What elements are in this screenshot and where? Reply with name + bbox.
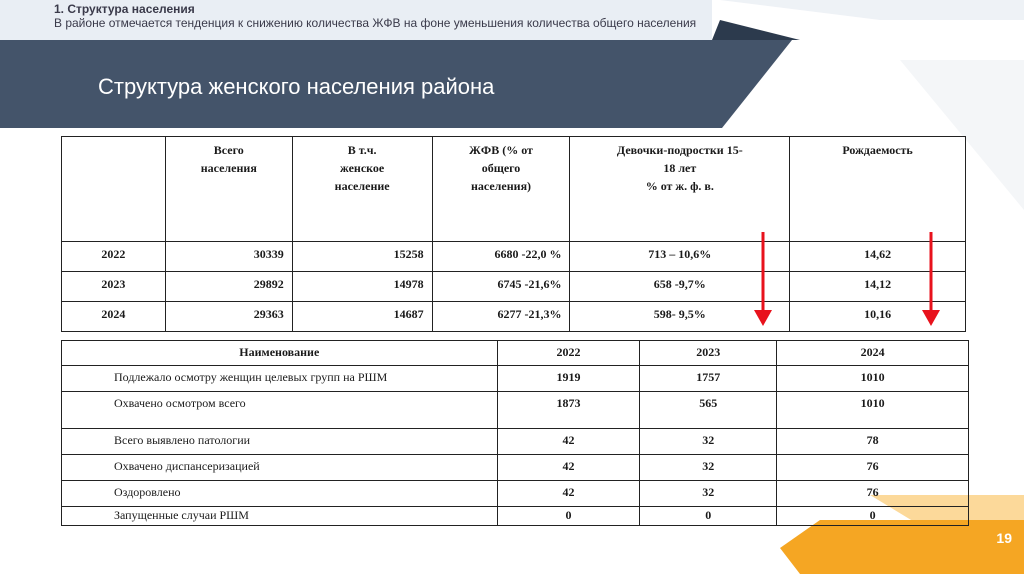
value-2024-cell: 0: [777, 507, 969, 526]
value-2024-cell: 78: [777, 429, 969, 455]
orange-accent-shape: [780, 520, 1024, 574]
name-cell: Охвачено диспансеризацией: [62, 455, 498, 481]
value-2022-cell: 42: [497, 481, 640, 507]
girls-cell: 598- 9,5%: [570, 302, 790, 332]
table-row: [62, 507, 969, 526]
header-2022: 2022: [497, 341, 640, 366]
name-cell: Запущенные случаи РШМ: [62, 507, 498, 526]
value-2023-cell: 32: [640, 455, 777, 481]
value-2024-cell: 76: [777, 481, 969, 507]
header-name: Наименование: [62, 341, 498, 366]
name-cell: Оздоровлено: [62, 481, 498, 507]
zhfv-cell: 6680 -22,0 %: [432, 242, 570, 272]
value-2022-cell: 42: [497, 455, 640, 481]
screening-table: [61, 340, 969, 526]
total-cell: 29363: [165, 302, 292, 332]
value-2024-cell: 76: [777, 455, 969, 481]
zhfv-cell: 6277 -21,3%: [432, 302, 570, 332]
table-row: [62, 242, 966, 272]
value-2023-cell: 1757: [640, 366, 777, 392]
total-cell: 30339: [165, 242, 292, 272]
header-total-population: Всего населения: [165, 137, 292, 242]
zhfv-cell: 6745 -21,6%: [432, 272, 570, 302]
value-2023-cell: 0: [640, 507, 777, 526]
female-cell: 14687: [292, 302, 432, 332]
value-2024-cell: 1010: [777, 366, 969, 392]
table-row: [62, 302, 966, 332]
female-cell: 14978: [292, 272, 432, 302]
value-2023-cell: 32: [640, 429, 777, 455]
female-cell: 15258: [292, 242, 432, 272]
slide-title: Структура женского населения района: [98, 74, 495, 99]
down-arrow-icon: [752, 230, 774, 328]
value-2022-cell: 42: [497, 429, 640, 455]
table-row: [62, 366, 969, 392]
birth-cell: 14,12: [790, 272, 966, 302]
girls-cell: 713 – 10,6%: [570, 242, 790, 272]
value-2022-cell: 1919: [497, 366, 640, 392]
value-2022-cell: 1873: [497, 392, 640, 429]
header-2023: 2023: [640, 341, 777, 366]
section-title: 1. Структура населения: [54, 2, 195, 16]
value-2023-cell: 32: [640, 481, 777, 507]
year-cell: 2022: [62, 242, 166, 272]
name-cell: Охвачено осмотром всего: [62, 392, 498, 429]
population-structure-table: [61, 136, 966, 332]
table-row: [62, 392, 969, 429]
birth-cell: 14,62: [790, 242, 966, 272]
table-header-row: [62, 341, 969, 366]
name-cell: Подлежало осмотру женщин целевых групп на РШМ: [62, 366, 498, 392]
table-row: [62, 481, 969, 507]
page-number: 19: [996, 530, 1012, 546]
header-empty-cell: [62, 137, 166, 242]
table-row: [62, 455, 969, 481]
table-row: [62, 272, 966, 302]
total-cell: 29892: [165, 272, 292, 302]
girls-cell: 658 -9,7%: [570, 272, 790, 302]
top-right-light-shape: [720, 0, 1024, 20]
header-zhfv: ЖФВ (% от общего населения): [432, 137, 570, 242]
section-description: В районе отмечается тенденция к снижению количества ЖФВ на фоне уменьшения количества общего населения: [54, 16, 697, 30]
value-2024-cell: 1010: [777, 392, 969, 429]
year-cell: 2023: [62, 272, 166, 302]
year-cell: 2024: [62, 302, 166, 332]
header-2024: 2024: [777, 341, 969, 366]
header-birth-rate: Рождаемость: [790, 137, 966, 242]
value-2022-cell: 0: [497, 507, 640, 526]
birth-cell: 10,16: [790, 302, 966, 332]
header-female-population: В т.ч. женское население: [292, 137, 432, 242]
section-note: [54, 2, 734, 30]
value-2023-cell: 565: [640, 392, 777, 429]
down-arrow-icon: [920, 230, 942, 328]
table-row: [62, 429, 969, 455]
header-teen-girls: Девочки-подростки 15- 18 лет % от ж. ф. в.: [570, 137, 790, 242]
table-header-row: [62, 137, 966, 242]
name-cell: Всего выявлено патологии: [62, 429, 498, 455]
